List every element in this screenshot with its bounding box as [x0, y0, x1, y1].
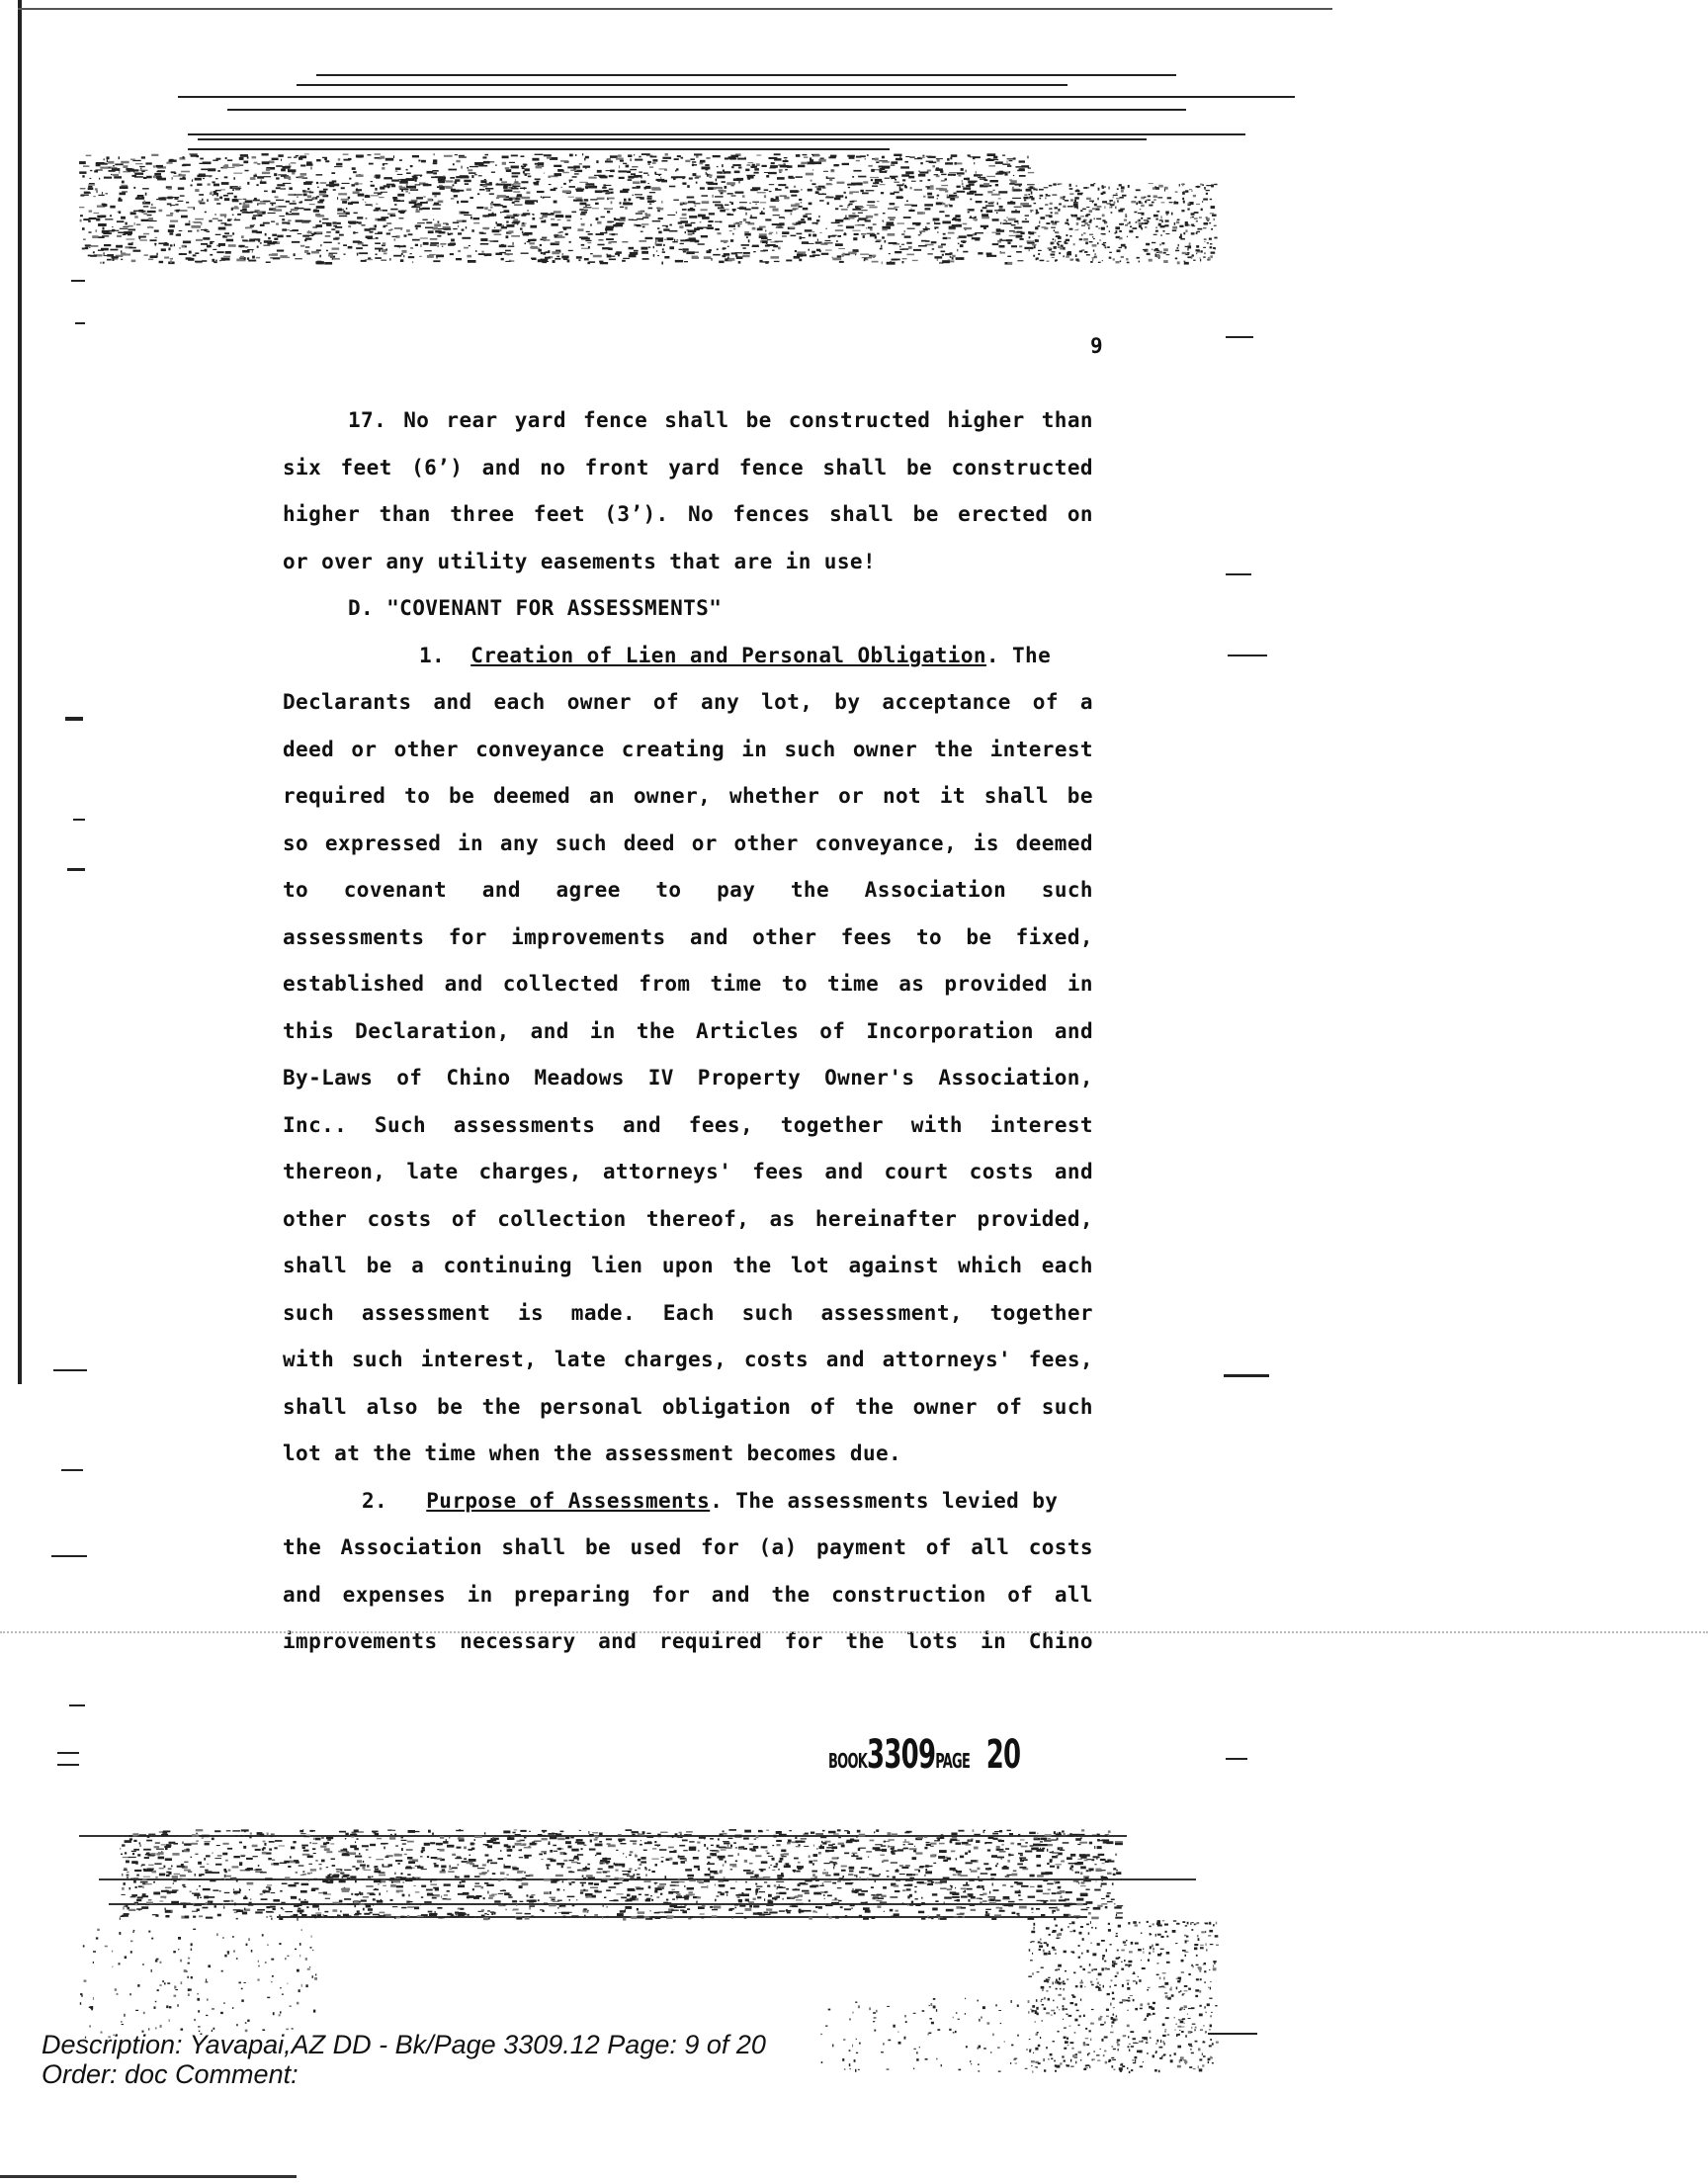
text-line: six feet (6’) and no front yard fence shall be constructed — [283, 455, 1093, 480]
item2-tail: . The assessments levied by — [710, 1488, 1059, 1513]
margin-mark — [61, 1469, 83, 1471]
text-line: improvements necessary and required for the lots in Chino — [283, 1629, 1093, 1653]
text-line: By-Laws of Chino Meadows IV Property Owner's Association, — [283, 1066, 1093, 1090]
text-line: Declarants and each owner of any lot, by acceptance of a — [283, 690, 1093, 714]
text-line: or over any utility easements that are in use! — [283, 549, 876, 573]
text-line: to covenant and agree to pay the Association such — [283, 878, 1093, 902]
margin-mark — [73, 819, 85, 821]
page-number-stamp: 20 — [985, 1732, 1021, 1778]
item1-heading: Creation of Lien and Personal Obligation — [470, 643, 986, 667]
section-heading: D. "COVENANT FOR ASSESSMENTS" — [348, 596, 723, 620]
text-line: the Association shall be used for (a) payment of all costs — [283, 1535, 1093, 1559]
body-text — [283, 397, 1093, 1666]
margin-mark — [1224, 1374, 1269, 1377]
item1-number: 1. — [419, 643, 446, 667]
page-label: PAGE — [935, 1749, 971, 1773]
margin-mark — [1226, 1758, 1247, 1760]
scan-noise-top — [79, 54, 1315, 282]
scan-dotted-line — [0, 1631, 1708, 1633]
text-line: lot at the time when the assessment becomes due. — [283, 1441, 902, 1465]
footer-description: Description: Yavapai,AZ DD - Bk/Page 3309.12 Page: 9 of 20 — [42, 2030, 766, 2059]
page-number: 9 — [1090, 334, 1103, 358]
text-line: required to be deemed an owner, whether or not it shall be — [283, 784, 1093, 808]
text-line: shall be a continuing lien upon the lot against which each — [283, 1254, 1093, 1277]
margin-mark — [75, 322, 85, 324]
scan-top-rule — [18, 8, 1332, 10]
text-line: Inc.. Such assessments and fees, together with interest — [283, 1112, 1093, 1137]
text-line: such assessment is made. Each such assessment, together — [283, 1300, 1093, 1325]
text-line: thereon, late charges, attorneys' fees and court costs and — [283, 1160, 1093, 1183]
margin-mark — [51, 1555, 87, 1557]
text-line: 17. No rear yard fence shall be constructed higher than — [348, 408, 1093, 432]
text-line: established and collected from time to time as provided in — [283, 972, 1093, 996]
item1-heading-line — [283, 633, 1093, 680]
item2-heading: Purpose of Assessments — [426, 1488, 711, 1513]
margin-mark — [53, 1369, 87, 1371]
footer — [42, 2030, 766, 2089]
text-line: this Declaration, and in the Articles of Incorporation and — [283, 1018, 1093, 1043]
book-label: BOOK — [828, 1749, 868, 1773]
text-line: with such interest, late charges, costs and attorneys' fees, — [283, 1348, 1093, 1371]
text-line: assessments for improvements and other fees to be fixed, — [283, 924, 1093, 949]
book-number: 3309 — [867, 1732, 936, 1778]
book-page-stamp — [828, 1732, 1020, 1778]
text-line: and expenses in preparing for and the construction of all — [283, 1582, 1093, 1607]
item1-tail: . The — [985, 643, 1052, 667]
footer-order: Order: doc Comment: — [42, 2059, 299, 2089]
item2-number: 2. — [362, 1488, 388, 1513]
margin-mark — [65, 717, 83, 721]
text-line: so expressed in any such deed or other conveyance, is deemed — [283, 830, 1093, 855]
margin-mark — [57, 1752, 79, 1766]
scan-bottom-line — [0, 2175, 297, 2178]
margin-mark — [67, 868, 85, 871]
margin-mark — [1226, 336, 1253, 338]
scan-left-edge — [18, 0, 22, 1384]
margin-mark — [1226, 573, 1251, 575]
item2-heading-line — [283, 1478, 1093, 1526]
margin-mark — [71, 280, 85, 282]
text-line: other costs of collection thereof, as hereinafter provided, — [283, 1206, 1093, 1231]
margin-mark — [69, 1704, 85, 1706]
text-line: deed or other conveyance creating in such owner the interest — [283, 737, 1093, 761]
text-line: shall also be the personal obligation of the owner of such — [283, 1394, 1093, 1419]
text-line: higher than three feet (3’). No fences shall be erected on — [283, 502, 1093, 526]
margin-mark — [1228, 655, 1267, 656]
